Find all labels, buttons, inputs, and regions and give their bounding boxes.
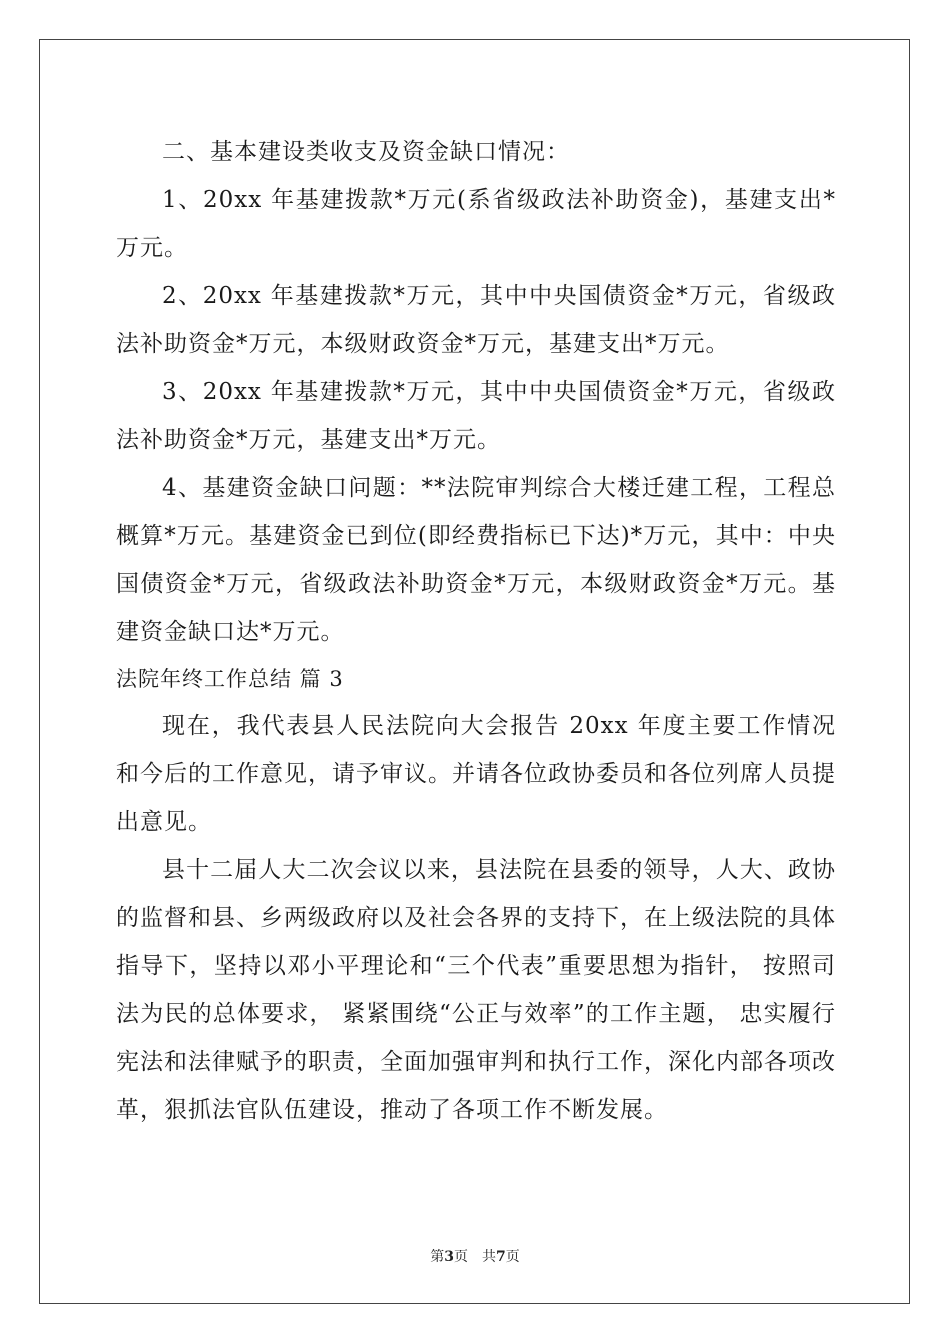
paragraph-item-1: 1、20xx 年基建拨款*万元(系省级政法补助资金)，基建支出*万元。 <box>116 187 836 261</box>
footer-mid: 页 共 <box>454 1249 496 1265</box>
paragraph-report-body: 县十二届人大二次会议以来，县法院在县委的领导，人大、政协的监督和县、乡两级政府以及社会各界的支持下，在上级法院的具体指导下，坚持以邓小平理论和“三个代表”重要思想为指针， 按照司法为民的总体要求， 紧紧围绕“公正与效率”的工作主题， 忠实履行宪法和法律赋予的职责，全面加强审判和执行工作，深化内部各项改革，狠抓法官队伍建设，推动了各项工作不断发展。 <box>116 857 836 1123</box>
page-footer <box>0 1246 950 1266</box>
paragraph-report-intro: 现在，我代表县人民法院向大会报告 20xx 年度主要工作情况和今后的工作意见，请予审议。并请各位政协委员和各位列席人员提出意见。 <box>116 713 836 835</box>
footer-suffix: 页 <box>505 1249 520 1265</box>
footer-page-total: 7 <box>496 1249 506 1265</box>
document-body <box>116 128 836 1134</box>
paragraph-item-2: 2、20xx 年基建拨款*万元，其中中央国债资金*万元，省级政法补助资金*万元，本级财政资金*万元，基建支出*万元。 <box>116 283 836 357</box>
paragraph-item-3: 3、20xx 年基建拨款*万元，其中中央国债资金*万元，省级政法补助资金*万元，基建支出*万元。 <box>116 379 836 453</box>
paragraph-item-4: 4、基建资金缺口问题：**法院审判综合大楼迁建工程，工程总概算*万元。基建资金已到位(即经费指标已下达)*万元，其中：中央国债资金*万元，省级政法补助资金*万元，本级财政资金*万元。基建资金缺口达*万元。 <box>116 475 836 645</box>
paragraph-section-two-title: 二、基本建设类收支及资金缺口情况： <box>162 139 570 165</box>
footer-prefix: 第 <box>430 1249 445 1265</box>
section-heading: 法院年终工作总结 篇 3 <box>116 667 344 691</box>
footer-page-current: 3 <box>444 1249 454 1265</box>
